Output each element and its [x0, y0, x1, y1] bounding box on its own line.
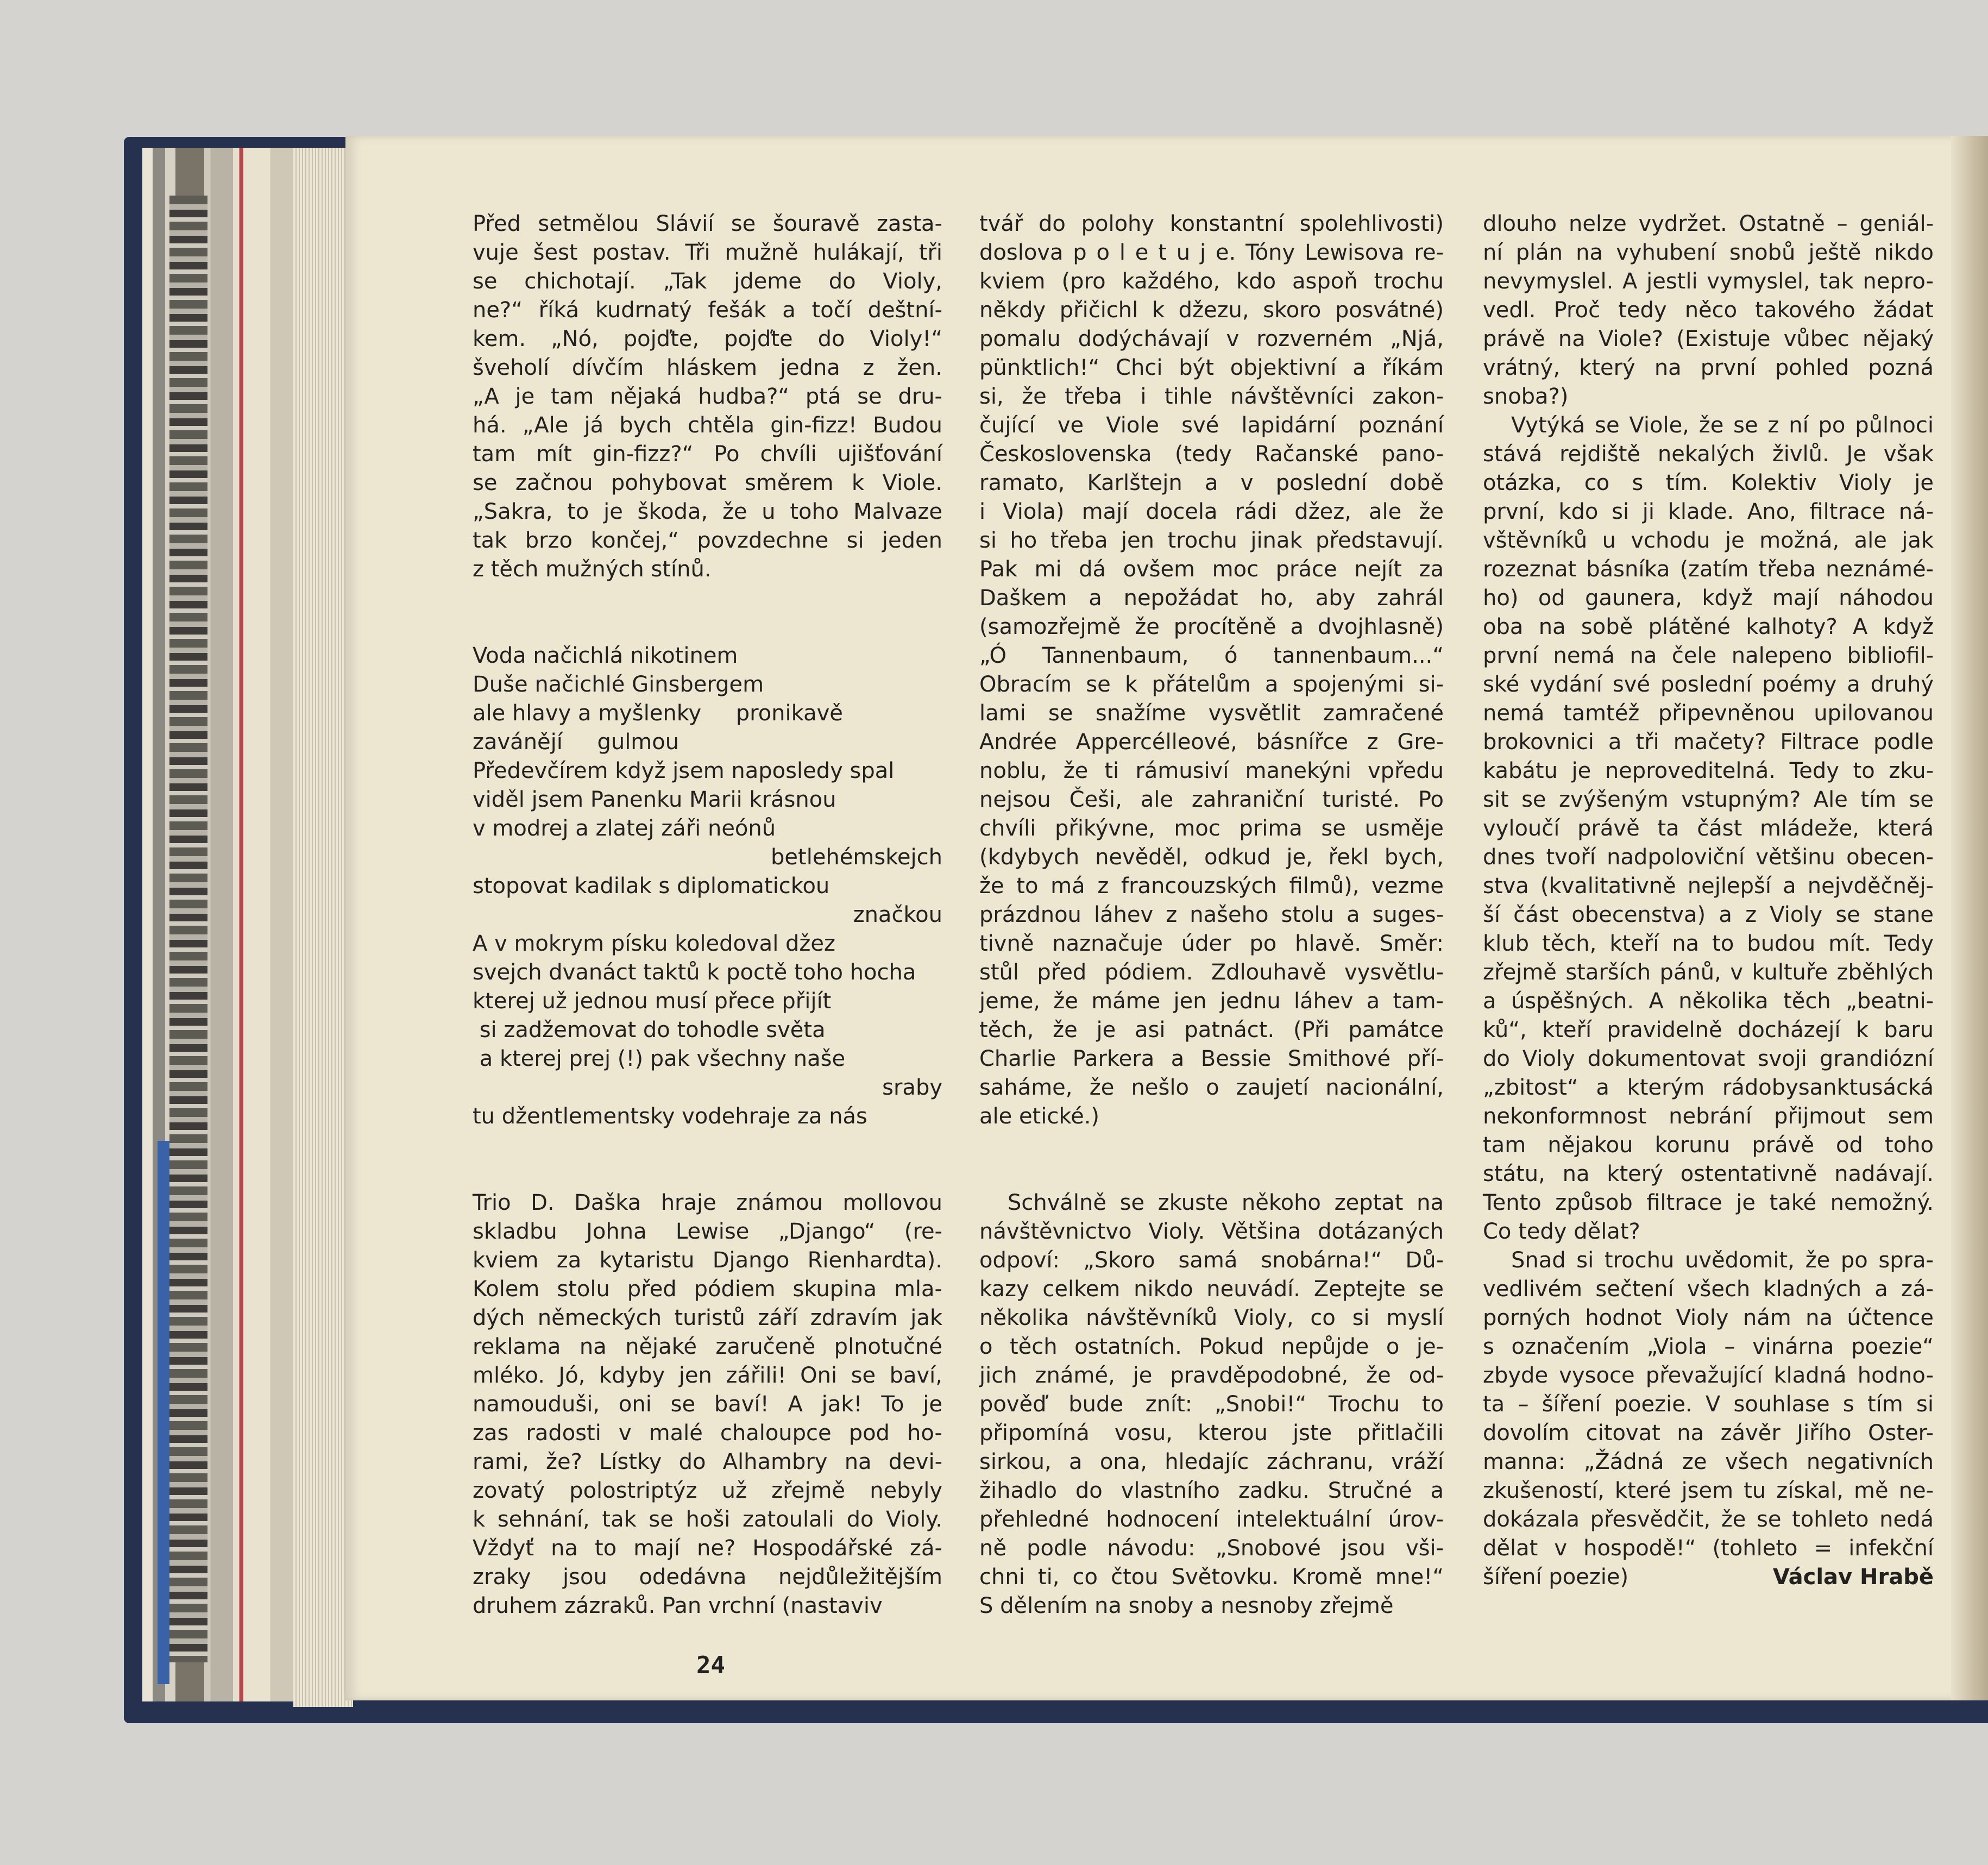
text-line: Předevčírem když jsem naposledy spal — [473, 758, 895, 783]
text-line: rami, že? Lístky do Alhambry na devi- — [473, 1449, 942, 1474]
text-line: Před setmělou Slávií se šouravě zasta- — [473, 211, 942, 236]
text-line: v modrej a zlatej záři neónů — [473, 816, 776, 841]
text-line: stopovat kadilak s diplomatickou — [473, 874, 830, 899]
text-line: prázdnou láhev z našeho stolu a suges- — [979, 902, 1444, 927]
text-line: porných hodnot Violy nám na účtence — [1483, 1305, 1934, 1330]
text-line: někdy přičichl k džezu, skoro posvátné) — [979, 298, 1444, 323]
text-line: těch, že je asi patnáct. (Při památce — [979, 1018, 1444, 1043]
text-line: klub těch, kteří na to budou mít. Tedy — [1483, 931, 1934, 956]
text-line: přehledné hodnocení intelektuální úrov- — [979, 1507, 1444, 1532]
text-line: kem. „Nó, pojďte, pojďte do Violy!“ — [473, 326, 942, 351]
page-edges — [293, 148, 353, 1707]
text-line: tak brzo končej,“ povzdechne si jeden — [473, 528, 942, 553]
text-line: Duše načichlé Ginsbergem — [473, 672, 764, 697]
text-line: zas radosti v malé chaloupce pod ho- — [473, 1421, 942, 1446]
text-line: Vždyť na to mají ne? Hospodářské zá- — [473, 1536, 942, 1561]
text-line: tivně naznačuje úder po hlavě. Směr: — [979, 931, 1444, 956]
paragraph-trio — [473, 1189, 942, 1621]
text-line: do Violy dokumentovat svoji grandiózní — [1483, 1046, 1934, 1071]
previous-page-blue-strip — [158, 1141, 169, 1684]
text-line: Tento způsob filtrace je také nemožný. — [1483, 1190, 1934, 1215]
text-line: lami se snažíme vysvětlit zamračené — [979, 701, 1444, 726]
text-line: Schválně se zkuste někoho zeptat na — [1008, 1190, 1444, 1215]
text-line: zkušeností, které jsem tu získal, mě ne- — [1483, 1478, 1934, 1503]
text-line: doslova p o l e t u j e. Tóny Lewisova re- — [979, 240, 1444, 265]
text-line: ale hlavy a myšlenky pronikavě — [473, 701, 843, 726]
text-line: namouduši, oni se baví! A jak! To je — [473, 1392, 942, 1417]
text-line: že to má z francouzských filmů), vezme — [979, 874, 1444, 899]
text-line: „zbitost“ a kterým rádobysanktusácká — [1483, 1075, 1934, 1100]
text-line: brokovnici a tři mačety? Filtrace podle — [1483, 730, 1934, 755]
text-line: viděl jsem Panenku Marii krásnou — [473, 787, 836, 812]
text-line: se začnou pohybovat směrem k Viole. — [473, 470, 942, 495]
text-line: dokázala přesvědčit, že se tohleto nedá — [1483, 1507, 1934, 1532]
text-line: Co tedy dělat? — [1483, 1219, 1640, 1244]
text-line: tvář do polohy konstantní spolehlivosti) — [979, 211, 1444, 236]
text-line: návštěvnictvo Violy. Většina dotázaných — [979, 1219, 1444, 1244]
text-line: dlouho nelze vydržet. Ostatně – geniál- — [1483, 211, 1934, 236]
text-line: kazy celkem nikdo neuvádí. Zeptejte se — [979, 1277, 1444, 1302]
text-line: (kdybych nevěděl, odkud je, řekl bych, — [979, 845, 1444, 870]
text-line: ské vydání své poslední poémy a druhý — [1483, 672, 1934, 697]
text-line: žihadlo do vlastního zadku. Stručné a — [979, 1478, 1444, 1503]
text-line: právě na Viole? (Existuje vůbec nějaký — [1483, 326, 1934, 351]
paragraph-conclusion — [1483, 1246, 1934, 1563]
text-line: ho) od gaunera, když mají náhodou — [1483, 586, 1934, 611]
text-line: tam nějakou korunu právě od toho — [1483, 1133, 1934, 1158]
text-line: chvíli přikývne, moc prima se usměje — [979, 816, 1444, 841]
text-line: skladbu Johna Lewise „Django“ (re- — [473, 1219, 942, 1244]
text-line: Snad si trochu uvědomit, že po spra- — [1511, 1248, 1934, 1273]
text-line: otázka, co s tím. Kolektiv Violy je — [1483, 470, 1934, 495]
text-line: si, že třeba i tihle návštěvníci zakon- — [979, 384, 1444, 409]
text-line: Andrée Appercélleové, básnířce z Gre- — [979, 730, 1444, 755]
text-line: pünktlich!“ Chci být objektivní a říkám — [979, 355, 1444, 380]
text-line: Voda načichlá nikotinem — [473, 643, 738, 668]
text-line: betlehémskejch — [771, 845, 942, 870]
text-line: ší část obecenstva) a z Violy se stane — [1483, 902, 1934, 927]
text-line: Trio D. Daška hraje známou mollovou — [473, 1190, 942, 1215]
text-line: „A je tam nějaká hudba?“ ptá se dru- — [473, 384, 942, 409]
text-line: Pak mi dá ovšem moc práce nejít za — [979, 557, 1444, 582]
text-line: značkou — [853, 902, 942, 927]
text-line: stva (kvalitativně nejlepší a nejvděčněj- — [1483, 874, 1934, 899]
text-line: chni ti, co čtou Světovku. Kromě mne!“ — [979, 1565, 1444, 1590]
text-line: šveholí dívčím hláskem jedna z žen. — [473, 355, 942, 380]
text-line: nemá tamtéž připevněnou upilovanou — [1483, 701, 1934, 726]
right-page-edge — [1951, 136, 1988, 1700]
text-line: k sehnání, tak se hoši zatoulali do Violy. — [473, 1507, 942, 1532]
text-line: noblu, že ti rámusiví manekýni vpředu — [979, 758, 1444, 783]
text-line: nevymyslel. A jestli vymyslel, tak nepro- — [1483, 269, 1934, 294]
text-line: vrátný, který na první pohled pozná — [1483, 355, 1934, 380]
text-line: z těch mužných stínů. — [473, 557, 712, 582]
text-line: vedl. Proč tedy něco takového žádat — [1483, 298, 1934, 323]
text-line: dnes tvoří nadpoloviční většinu obecen- — [1483, 845, 1934, 870]
text-line: ků“, kteří pravidelně docházejí k baru — [1483, 1018, 1934, 1043]
text-line: saháme, že nešlo o zaujetí nacionální, — [979, 1075, 1444, 1100]
paragraph-snobs — [979, 1189, 1444, 1621]
text-line: oba na sobě plátěné kalhoty? A když — [1483, 614, 1934, 639]
text-line: kviem za kytaristu Django Rienhardta). — [473, 1248, 942, 1273]
text-line: sit se zvýšeným vstupným? Ale tím se — [1483, 787, 1934, 812]
text-line: sirkou, a ona, hledajíc záchranu, vráží — [979, 1449, 1444, 1474]
paragraph-waiter — [979, 210, 1444, 1131]
text-line: zbyde vysoce převažující kladná hodno- — [1483, 1363, 1934, 1388]
text-line: čující ve Viole své lapidární poznání — [979, 413, 1444, 438]
paragraph-arrival — [473, 210, 942, 584]
text-line: tu džentlementsky vodehraje za nás — [473, 1104, 867, 1129]
text-line: několika návštěvníků Violy, co si myslí — [979, 1305, 1444, 1330]
text-line: (samozřejmě že procítěně a dvojhlasně) — [979, 614, 1444, 639]
text-line: i Viola) mají docela rádi džez, ale že — [979, 499, 1444, 524]
text-line: vyloučí právě ta část mládeže, která — [1483, 816, 1934, 841]
text-line: vedlivém sečtení všech kladných a zá- — [1483, 1277, 1934, 1302]
text-line: ta – šíření poezie. V souhlase s tím si — [1483, 1392, 1934, 1417]
text-line: reklama na nějaké zaručeně plnotučné — [473, 1334, 942, 1359]
text-line: A v mokrym písku koledoval džez — [473, 931, 836, 956]
text-line: kterej už jednou musí přece přijít — [473, 989, 832, 1014]
text-line: se chichotají. „Tak jdeme do Violy, — [473, 269, 942, 294]
text-line: rozeznat básníka (zatím třeba neznámé- — [1483, 557, 1934, 582]
text-line: Kolem stolu před pódiem skupina mla- — [473, 1277, 942, 1302]
text-line: dovolím citovat na závěr Jiřího Oster- — [1483, 1421, 1934, 1446]
text-line: zovatý polostriptýz už zřejmě nebyly — [473, 1478, 942, 1503]
text-line: Daškem a nepožádat ho, aby zahrál — [979, 586, 1444, 611]
text-line: si ho třeba jen trochu jinak představují. — [979, 528, 1444, 553]
column-2 — [979, 210, 1444, 1621]
text-line: vštěvníků u vchodu je možná, ale jak — [1483, 528, 1934, 553]
text-line: Charlie Parkera a Bessie Smithové pří- — [979, 1046, 1444, 1071]
closing-text: šíření poezie) — [1483, 1565, 1629, 1590]
page-number: 24 — [696, 1652, 725, 1679]
text-line: Obracím se k přátelům a spojenými si- — [979, 672, 1444, 697]
text-line: jeme, že máme jen jednu láhev a tam- — [979, 989, 1444, 1014]
text-line: si zadžemovat do tohodle světa — [473, 1018, 826, 1043]
text-line: dělat v hospodě!“ (tohleto = infekční — [1483, 1536, 1934, 1561]
text-line: ne?“ říká kudrnatý fešák a točí deštní- — [473, 298, 942, 323]
text-line: s označením „Viola – vinárna poezie“ — [1483, 1334, 1934, 1359]
paragraph-snobs-continued — [1483, 210, 1934, 411]
text-line: pomalu dodýchávají v rozverném „Njá, — [979, 326, 1444, 351]
text-line: „Ó Tannenbaum, ó tannenbaum...“ — [979, 643, 1444, 668]
text-line: S dělením na snoby a nesnoby zřejmě — [979, 1593, 1394, 1618]
previous-page-photo-edge — [169, 196, 207, 1662]
text-line: odpoví: „Skoro samá snobárna!“ Dů- — [979, 1248, 1444, 1273]
text-line: nejsou Češi, ale zahraniční turisté. Po — [979, 787, 1444, 812]
column-3 — [1483, 210, 1934, 1592]
text-line: Vytýká se Viole, že se z ní po půlnoci — [1511, 413, 1934, 438]
poem — [473, 642, 942, 1131]
text-line: první nemá na čele nalepeno bibliofil- — [1483, 643, 1934, 668]
text-line: tam mít gin-fizz?“ Po chvíli ujišťování — [473, 442, 942, 467]
text-line: státu, na který ostentativně nadávají. — [1483, 1161, 1934, 1186]
text-line: pověď bude znít: „Snobi!“ Trochu to — [979, 1392, 1444, 1417]
text-line: snoba?) — [1483, 384, 1569, 409]
text-line: stůl před pódiem. Zdlouhavě vysvětlu- — [979, 960, 1444, 985]
paragraph-filtration — [1483, 411, 1934, 1246]
text-line: zřejmě starších pánů, v kultuře zběhlých — [1483, 960, 1934, 985]
text-line: ně podle návodu: „Snobové jsou vši- — [979, 1536, 1444, 1561]
text-line: sraby — [882, 1075, 942, 1100]
text-line: há. „Ale já bych chtěla gin-fizz! Budou — [473, 413, 942, 438]
text-line: ní plán na vyhubení snobů ještě nikdo — [1483, 240, 1934, 265]
text-line: vuje šest postav. Tři mužně hulákají, tři — [473, 240, 942, 265]
text-line: svejch dvanáct taktů k poctě toho hocha — [473, 960, 916, 985]
text-line: „Sakra, to je škoda, že u toho Malvaze — [473, 499, 942, 524]
closing-line — [1483, 1563, 1934, 1592]
author-signature: Václav Hrabě — [1772, 1565, 1934, 1590]
text-line: ramato, Karlštejn a v poslední době — [979, 470, 1444, 495]
column-1 — [473, 210, 942, 1621]
text-line: ale etické.) — [979, 1104, 1100, 1129]
text-line: zavánějí gulmou — [473, 730, 680, 755]
text-line: připomíná vosu, kterou jste přitlačili — [979, 1421, 1444, 1446]
text-line: stává rejdiště nekalých živlů. Je však — [1483, 442, 1934, 467]
text-line: a úspěšných. A několika těch „beatni- — [1483, 989, 1934, 1014]
text-line: zraky jsou odedávna nejdůležitějším — [473, 1565, 942, 1590]
text-line: jich známé, je pravděpodobné, že od- — [979, 1363, 1444, 1388]
text-line: druhem zázraků. Pan vrchní (nastaviv — [473, 1593, 883, 1618]
text-line: kviem (pro každého, kdo aspoň trochu — [979, 269, 1444, 294]
text-line: a kterej prej (!) pak všechny naše — [473, 1046, 846, 1071]
text-line: mléko. Jó, kdyby jen zářili! Oni se baví, — [473, 1363, 942, 1388]
text-line: kabátu je neproveditelná. Tedy to zku- — [1483, 758, 1934, 783]
text-line: o těch ostatních. Pokud nepůjde o je- — [979, 1334, 1444, 1359]
text-line: Československa (tedy Račanské pano- — [979, 442, 1444, 467]
text-line: dých německých turistů září zdravím jak — [473, 1305, 942, 1330]
text-line: nekonformnost nebrání přijmout sem — [1483, 1104, 1934, 1129]
text-line: manna: „Žádná ze všech negativních — [1483, 1449, 1934, 1474]
text-line: první, kdo si ji klade. Ano, filtrace ná- — [1483, 499, 1934, 524]
